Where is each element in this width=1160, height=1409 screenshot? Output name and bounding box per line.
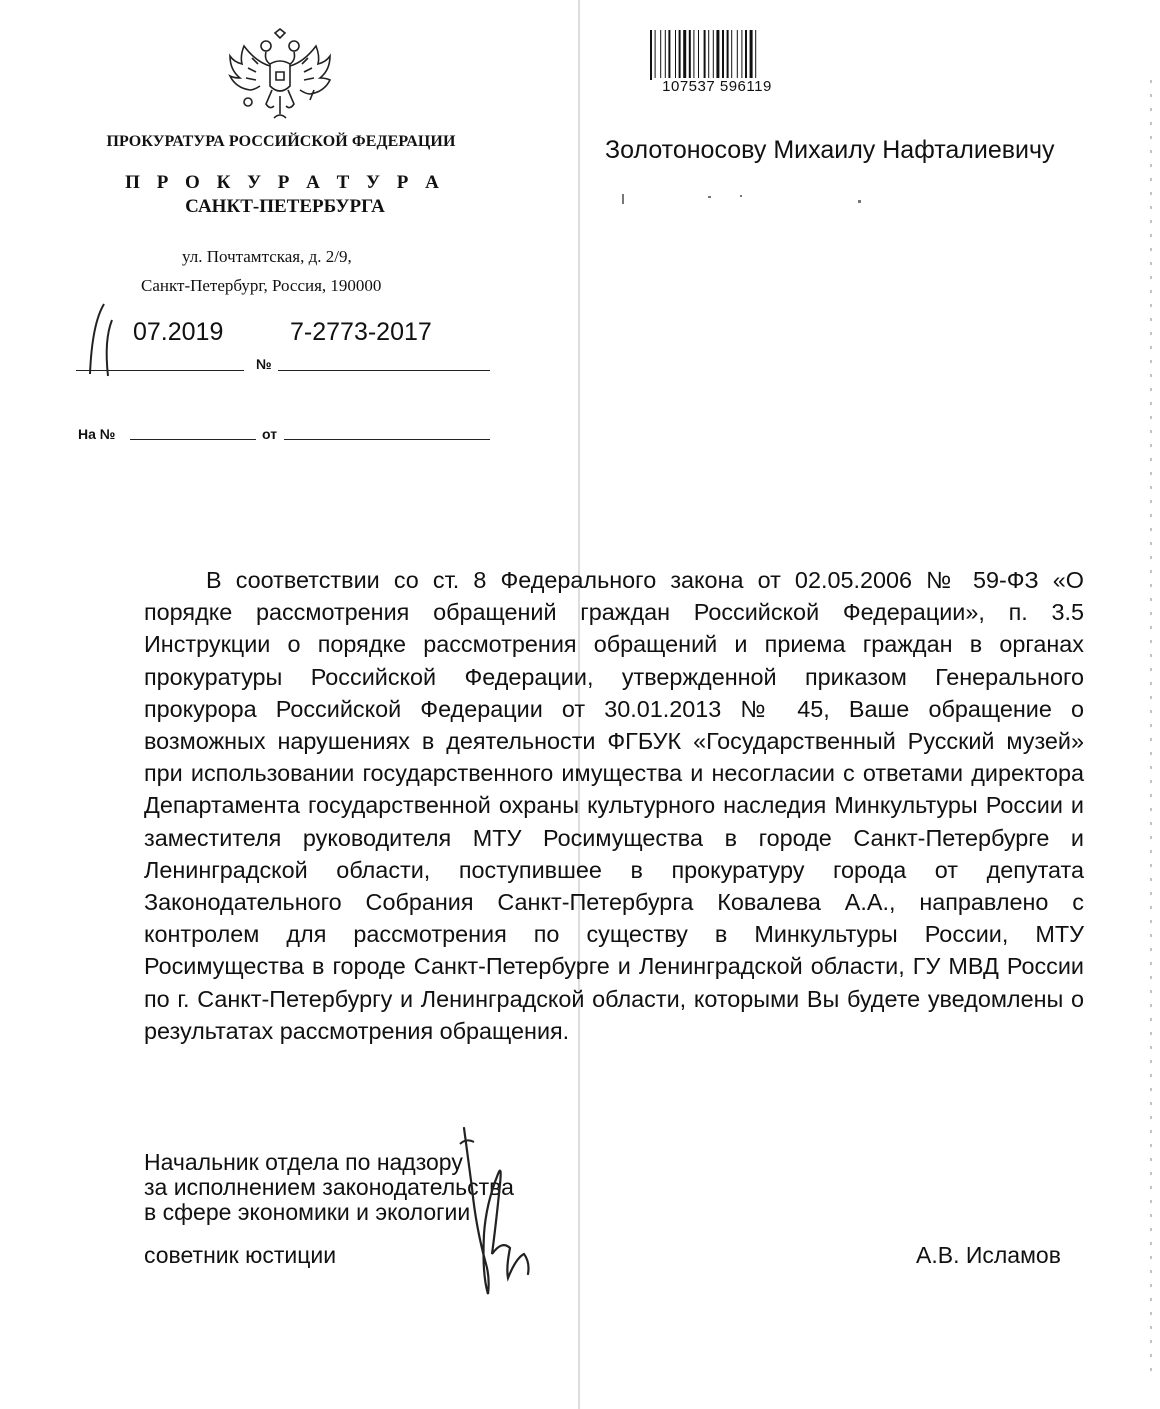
reply-number-underline (130, 439, 256, 440)
handwritten-signature (450, 1120, 560, 1310)
state-emblem-icon (226, 28, 334, 128)
office-title-line2: САНКТ-ПЕТЕРБУРГА (185, 196, 385, 217)
redacted-address (612, 186, 872, 208)
scan-edge-dots (1150, 80, 1152, 1380)
address-line2: Санкт-Петербург, Россия, 190000 (141, 276, 382, 295)
address-line1: ул. Почтамтская, д. 2/9, (182, 247, 352, 266)
registration-number: 7-2773-2017 (290, 318, 432, 346)
date-underline (76, 370, 244, 371)
number-label: № (256, 356, 272, 372)
reply-to-label: На № (78, 426, 116, 442)
organization-title: ПРОКУРАТУРА РОССИЙСКОЙ ФЕДЕРАЦИИ (106, 133, 456, 150)
recipient-name: Золотоносову Михаилу Нафталиевичу (605, 136, 1055, 164)
signatory-rank: советник юстиции (144, 1242, 337, 1268)
office-title-line1: П Р О К У Р А Т У Р А (125, 172, 445, 193)
signatory-title-line1: Начальник отдела по надзору (144, 1149, 463, 1175)
letter-body: В соответствии со ст. 8 Федерального закона от 02.05.2006 № 59-ФЗ «О порядке рассмотрения обращений граждан Российской Федерации», п. 3.5 Инструкции о порядке рассмотрения обращений и приема граждан в органах прокуратуры Российской Федерации, утвержденной приказом Генерального прокурора Российской Федерации от 30.01.2013 № 45, Ваше обращение о возможных нарушениях в деятельности ФГБУК «Государственный Русский музей» при использовании государственного имущества и несогласии с ответами директора Департамента государственной охраны культурного наследия Минкультуры России и заместителя руководителя МТУ Росимущества в городе Санкт-Петербурге и Ленинградской области, поступившее в прокуратуру города от депутата Законодательного Собрания Санкт-Петербурга Ковалева А.А., направлено с контролем для рассмотрения по существу в Минкультуры России, МТУ Росимущества в городе Санкт-Петербурге и Ленинградской области, ГУ МВД России по г. Санкт-Петербургу и Ленинградской области, которыми Вы будете уведомлены о результатах рассмотрения обращения. (144, 567, 1084, 1044)
barcode-number: 107537 596119 (652, 78, 782, 95)
from-label: от (262, 426, 278, 442)
handwritten-day-mark (74, 300, 124, 380)
signatory-name: А.В. Исламов (916, 1242, 1061, 1268)
number-underline (278, 370, 490, 371)
signatory-title-line2: за исполнением законодательства (144, 1174, 514, 1200)
reply-date-underline (284, 439, 490, 440)
signatory-title-line3: в сфере экономики и экологии (144, 1199, 471, 1225)
registration-date: 07.2019 (133, 318, 224, 346)
